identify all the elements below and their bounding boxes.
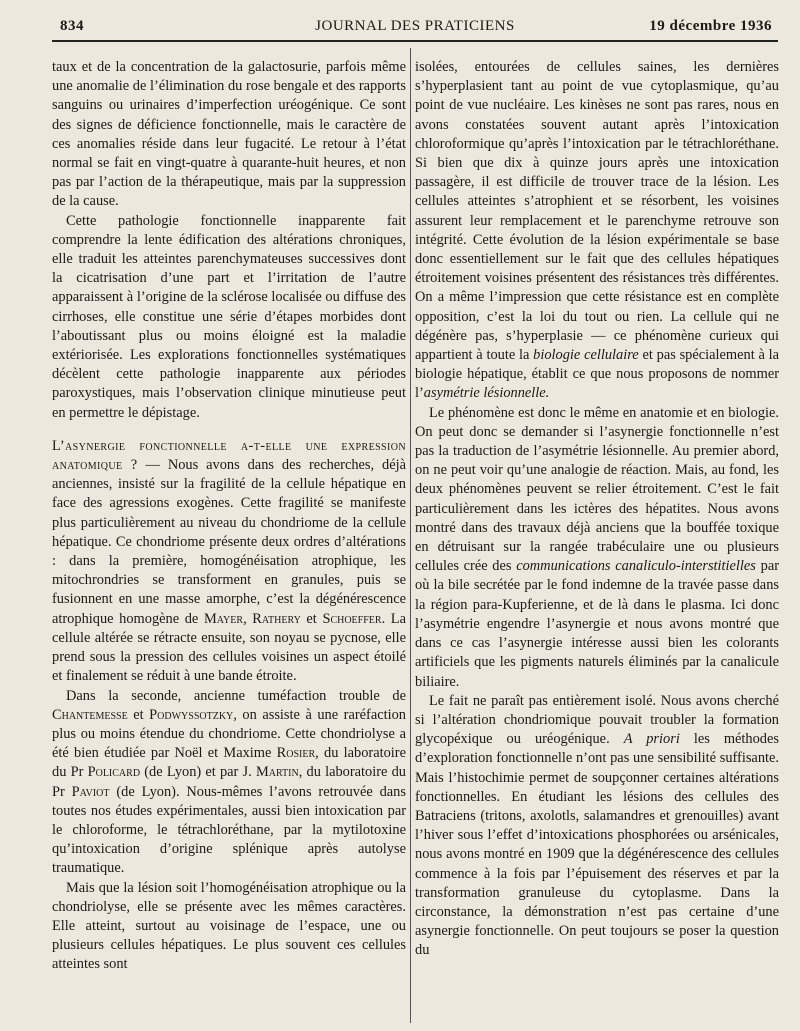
author-name: Paviot — [71, 783, 110, 800]
paragraph: Le phénomène est donc le même en anatomie et en biologie. On peut donc se demander si l’asynergie fonctionnelle n’est pas la traduction de l’asymétrie lésionnelle. Au premier abord, on ne peut voir qu’une analogie de réaction. Mais, au fond, les deux phénomènes peuvent se relier étroitement. C’est le fait particulièrement dans les ictères des hépatites. Nous avons montré dans des travaux déjà anciens que la bouffée toxique en détruisant sur la rangée trabéculaire une ou plusieurs cellules crée des communications canaliculo-interstitielles par où la bile secrétée par le fond indemne de la travée passe dans la région para-Kupferienne, et de là dans le plasma. Ici donc l’asymétrie engendre l’asynergie et nous avons montré que dans ce cas l’asynergie intéresse aussi bien les colorants artificiels que les pigments naturels éliminés par la canalicule biliaire. — [415, 404, 779, 690]
journal-title: JOURNAL DES PRATICIENS — [315, 18, 515, 34]
column-divider — [410, 48, 411, 1023]
paragraph: Cette pathologie fonctionnelle inapparente fait comprendre la lente édification des altérations chroniques, elle traduit les atteintes parenchymateuses successives dont la cicatrisation d’une part et l’irritation de l’autre apparaissent à l’origine de la sclérose localisée ou diffuse des cirrhoses, elle constitue une série d’étapes morbides dont l’aboutissant plus ou moins éloigné est la maladie extériorisée. Les explorations fonctionnelles systématiques décèlent cette pathologie inapparente aux périodes paroxystiques, mais l’observation clinique minutieuse peut en permettre le dépistage. — [52, 212, 406, 421]
paragraph: Mais que la lésion soit l’homogénéisation atrophique ou la chondriolyse, elle se présente avec les mêmes caractères. Elle atteint, surtout au voisinage de l’espace, une ou plusieurs cellules hépatiques. Le plus souvent ces cellules atteintes sont — [52, 879, 406, 973]
author-name: Chantemesse — [52, 706, 128, 723]
italic-term: communications canaliculo-interstitielles — [516, 558, 756, 575]
paragraph: Dans la seconde, ancienne tuméfaction trouble de Chantemesse et Podwyssotzky, on assiste à une raréfaction plus ou moins étendue du chondriome. Cette chondriolyse a été bien étudiée par Noël et Maxime Rosier, du laboratoire du Pr Policard (de Lyon) et par J. Martin, du laboratoire du Pr Paviot (de Lyon). Nous-mêmes l’avons retrouvée dans toutes nos études expérimentales, aussi bien intoxication par le chloroforme, le tétrachloréthane, par la mytilotoxine qu’intoxication d’origine splénique après autolyse traumatique. — [52, 687, 407, 877]
left-column — [52, 58, 406, 1025]
author-name: Schoeffer — [322, 610, 382, 627]
author-name: Mayer — [203, 610, 244, 627]
paragraph: isolées, entourées de cellules saines, les dernières s’hyperplasient tant au point de vue cytoplasmique, qu’au point de vue nucléaire. Les kinèses ne sont pas rares, nous en avons constatées souvent autant après l’intoxication chloroformique qu’après l’intoxication par le tétrachloréthane. Si bien que dix à quinze jours après une intoxication passagère, il est difficile de trouver trace de la lésion. Les cellules atteintes s’atrophient et se résorbent, les voisines assurent leur remplacement et le parenchyme retrouve son intégrité. Cette évolution de la lésion expérimentale se base donc essentiellement sur le fait que des cellules hépatiques étroitement voisines présentent des résistances très différentes. On a même l’impression que cette résistance est en complète opposition, c’est la loi du tout ou rien. La cellule qui ne dégénère pas, s’hyperplasie — ce phénomène curieux qui appartient à toute la biologie cellulaire et pas spécialement à la biologie hépatique, établit ce que nous proposons de nommer l’asymétrie lésionnelle. — [415, 59, 779, 402]
author-name: Martin — [255, 764, 299, 781]
section-heading: L’asynergie fonctionnelle a-t-elle une expression anatomique ? — [52, 437, 406, 474]
author-name: Policard — [87, 764, 141, 781]
paragraph: Le fait ne paraît pas entièrement isolé. Nous avons cherché si l’altération chondriomique pouvait troubler la formation glycopéxique ou uréogénique. A priori les méthodes d’exploration fonctionnelle n’ont pas une sensibilité suffisante. Mais l’histochimie permet de soupçonner certaines altérations fonctionnelles. En étudiant les lésions des cellules des Batraciens (tritons, axolotls, salamandres et grenouilles) avant l’hiver sous l’effet d’intoxications phosphorées ou arsénicales, nous avons montré en 1909 que la dégénérescence des cellules commence à la fois par l’épuisement des réserves et par la transformation granuleuse du cytoplasme. Dans la circonstance, la démonstration n’est pas certaine d’une asynergie fonctionnelle. On peut toujours se poser la question du — [415, 692, 779, 959]
section-paragraph: L’asynergie fonctionnelle a-t-elle une expression anatomique ? — Nous avons dans des recherches, déjà anciennes, insisté sur la fragilité de la cellule hépatique en face des agressions exogènes. Cette fragilité se manifeste plus particulièrement au niveau du chondriome de la cellule hépatique. Ce chondriome présente deux ordres d’altérations : dans la première, homogénéisation atrophique, les mitochrondries se transforment en granules, puis se fusionnent en une masse amorphe, c’est la dégénérescence atrophique homogène de Mayer, Rathery et Schoeffer. La cellule altérée se rétracte ensuite, son noyau se pycnose, elle prend sous la pression des cellules voisines un aspect étoilé et finalement se réduit à une bande étroite. — [52, 437, 407, 685]
paragraph: taux et de la concentration de la galactosurie, parfois même une anomalie de l’élimination du rose bengale et des rapports sanguins ou urinaires d’imperfection uréogénique. Ce sont des signes de déficience fonctionnelle, mais le caractère de ces anomalies réside dans leur fugacité. Le retour à l’état normal se fait en vingt-quatre à quarante-huit heures, et non pas par l’action de la thérapeutique, mais par la suppression de la cause. — [52, 59, 406, 210]
issue-date: 19 décembre 1936 — [649, 18, 772, 34]
italic-term: asymétrie lésionnelle. — [423, 385, 550, 402]
right-column — [415, 58, 779, 1025]
page-header — [52, 14, 778, 42]
author-name: Rosier — [276, 745, 316, 762]
italic-term: biologie cellulaire — [533, 347, 639, 364]
italic-term: A priori — [623, 731, 680, 748]
page-number: 834 — [60, 18, 84, 34]
author-name: Podwyssotzky — [149, 706, 234, 723]
author-name: Rathery — [252, 610, 301, 627]
